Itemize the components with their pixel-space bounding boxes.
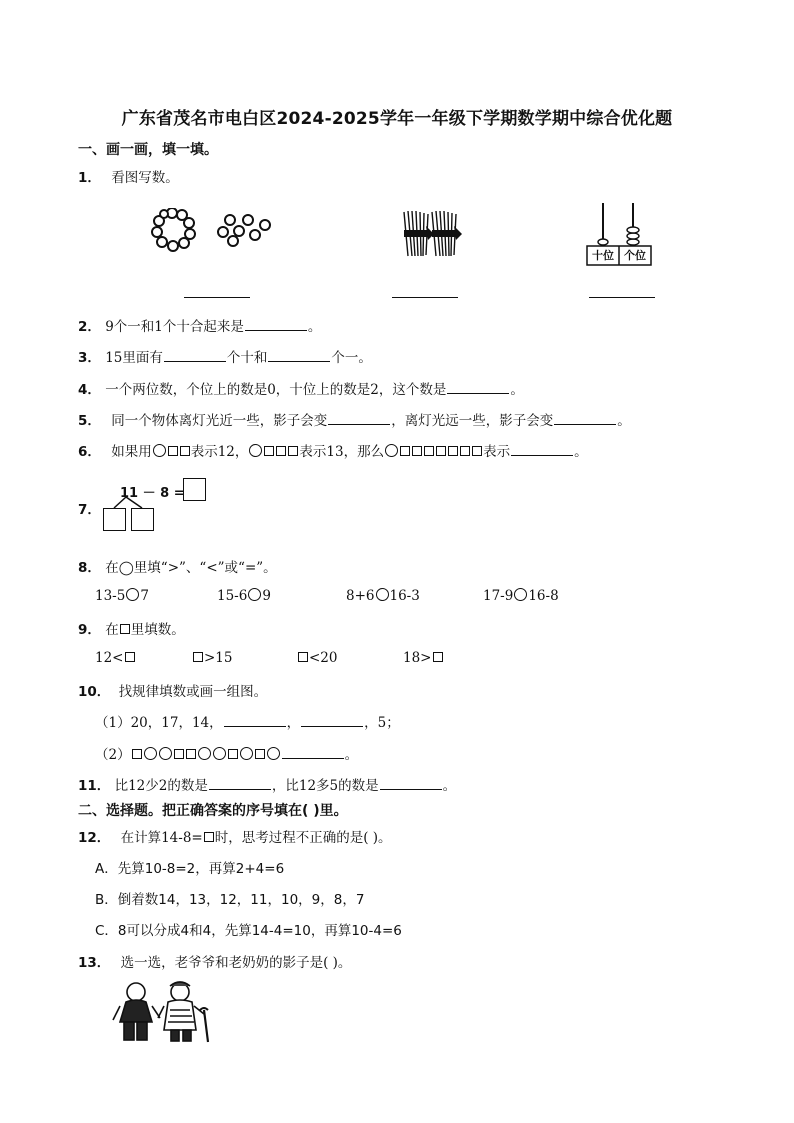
q6-text-a: 如果用 bbox=[111, 444, 152, 460]
q10-text: 找规律填数或画一组图。 bbox=[118, 684, 268, 700]
q3-text-b: 个十和 bbox=[226, 350, 268, 366]
q6-text-c: 表示13，那么 bbox=[299, 444, 385, 460]
q12-text-b: 时，思考过程不正确的是( )。 bbox=[214, 830, 392, 846]
q8-item-left: 13-5 bbox=[95, 588, 126, 604]
q2-end: 。 bbox=[307, 319, 322, 335]
q1-answer-line-2[interactable] bbox=[392, 297, 458, 298]
q9-item-1 bbox=[95, 650, 136, 666]
q7-split-box-right[interactable] bbox=[131, 508, 154, 531]
q8-item-left: 8+6 bbox=[346, 588, 375, 604]
q1-number: 1． bbox=[78, 170, 101, 186]
q10-number: 10． bbox=[78, 684, 111, 700]
square-icon bbox=[276, 446, 286, 456]
q8-text: 在◯里填“>”、“<”或“=”。 bbox=[105, 560, 277, 576]
q8-number: 8． bbox=[78, 560, 101, 576]
q4-text: 一个两位数，个位上的数是0，十位上的数是2，这个数是 bbox=[105, 382, 447, 398]
square-icon bbox=[174, 749, 184, 759]
square-icon bbox=[180, 446, 190, 456]
q10-p1-end: ，5； bbox=[364, 715, 400, 731]
q6-end: 。 bbox=[574, 444, 588, 460]
section-1-heading: 一、画一画，填一填。 bbox=[78, 142, 218, 158]
q7-number bbox=[78, 498, 101, 518]
square-icon bbox=[204, 832, 214, 842]
q8-item-left: 17-9 bbox=[483, 588, 514, 604]
q13-number: 13． bbox=[78, 955, 111, 971]
q5-text-a: 同一个物体离灯光近一些，影子会变 bbox=[111, 413, 328, 429]
q3-blank-ones[interactable] bbox=[268, 347, 330, 362]
square-icon bbox=[186, 749, 196, 759]
question-9 bbox=[78, 618, 185, 638]
q1-text: 看图写数。 bbox=[111, 170, 179, 186]
q8-item-left: 15-6 bbox=[217, 588, 248, 604]
answer-square[interactable] bbox=[298, 652, 308, 662]
question-2 bbox=[78, 315, 321, 335]
q7-answer-box[interactable] bbox=[183, 478, 206, 501]
q9-number: 9． bbox=[78, 622, 101, 638]
q10-p2-label: （2） bbox=[95, 747, 131, 763]
square-icon bbox=[412, 446, 422, 456]
square-icon bbox=[132, 749, 142, 759]
q12-option-a[interactable]: A．先算10-8=2，再算2+4=6 bbox=[95, 861, 285, 877]
q5-blank-2[interactable] bbox=[554, 410, 616, 425]
q6-blank[interactable] bbox=[511, 441, 573, 456]
question-6 bbox=[78, 440, 588, 460]
q13-text: 选一选，老爷爷和老奶奶的影子是( )。 bbox=[120, 955, 352, 971]
circle-icon bbox=[385, 444, 398, 457]
q1-answer-line-3[interactable] bbox=[589, 297, 655, 298]
q10-part-2 bbox=[95, 743, 358, 763]
q9-item-left: 12< bbox=[95, 650, 124, 666]
q10-p1-sequence: 20，17，14， bbox=[130, 715, 223, 731]
question-12 bbox=[78, 826, 392, 846]
q5-text-c: 。 bbox=[617, 413, 631, 429]
compare-circle[interactable] bbox=[514, 588, 527, 601]
square-icon bbox=[168, 446, 178, 456]
q1-answer-line-1[interactable] bbox=[184, 297, 250, 298]
q11-text-c: 。 bbox=[442, 778, 457, 794]
question-8 bbox=[78, 556, 277, 576]
square-icon bbox=[255, 749, 265, 759]
section-2-heading: 二、选择题。把正确答案的序号填在( )里。 bbox=[78, 803, 348, 819]
abacus-ones-label: 个位 bbox=[624, 249, 646, 262]
q8-item-right: 16-8 bbox=[528, 588, 559, 604]
circle-icon bbox=[249, 444, 262, 457]
q6-text-b: 表示12， bbox=[190, 444, 249, 460]
square-icon bbox=[228, 749, 238, 759]
q9-item-4 bbox=[403, 650, 444, 666]
circle-icon bbox=[213, 747, 226, 760]
q3-text-c: 个一。 bbox=[331, 350, 372, 366]
circle-icon bbox=[240, 747, 253, 760]
circle-icon bbox=[267, 747, 280, 760]
q9-item-left: 18> bbox=[403, 650, 432, 666]
q11-number: 11． bbox=[78, 778, 111, 794]
q9-item-2 bbox=[192, 650, 233, 666]
q10-p1-separator: ， bbox=[286, 715, 301, 731]
q5-number: 5． bbox=[78, 413, 101, 429]
circle-icon bbox=[153, 444, 166, 457]
question-1 bbox=[78, 166, 179, 186]
compare-circle[interactable] bbox=[376, 588, 389, 601]
compare-circle[interactable] bbox=[126, 588, 139, 601]
q3-number: 3． bbox=[78, 350, 101, 366]
abacus-tens-label: 十位 bbox=[592, 249, 614, 262]
q2-number: 2． bbox=[78, 319, 101, 335]
q8-item-1 bbox=[95, 588, 149, 604]
q10-p2-end: 。 bbox=[344, 747, 359, 763]
q11-text-a: 比12少2的数是 bbox=[114, 778, 208, 794]
q9-text-pre: 在 bbox=[105, 622, 119, 638]
answer-square[interactable] bbox=[193, 652, 203, 662]
q5-text-b: ，离灯光远一些，影子会变 bbox=[391, 413, 554, 429]
question-5 bbox=[78, 409, 631, 429]
q4-blank[interactable] bbox=[447, 379, 509, 394]
q7-number-text: 7． bbox=[78, 502, 101, 518]
q3-text-a: 15里面有 bbox=[105, 350, 163, 366]
q9-item-3 bbox=[297, 650, 338, 666]
question-11 bbox=[78, 774, 456, 794]
q11-text-b: ，比12多5的数是 bbox=[271, 778, 379, 794]
q5-blank-1[interactable] bbox=[328, 410, 390, 425]
page-title: 广东省茂名市电白区2024-2025学年一年级下学期数学期中综合优化题 bbox=[121, 109, 673, 129]
square-icon bbox=[288, 446, 298, 456]
q2-blank[interactable] bbox=[245, 316, 307, 331]
square-icon bbox=[264, 446, 274, 456]
q9-text-post: 里填数。 bbox=[130, 622, 185, 638]
q10-p1-blank-1[interactable] bbox=[224, 712, 286, 727]
q8-item-right: 7 bbox=[140, 588, 149, 604]
square-icon bbox=[436, 446, 446, 456]
square-icon bbox=[448, 446, 458, 456]
q9-item-right: >15 bbox=[204, 650, 233, 666]
q4-number: 4． bbox=[78, 382, 101, 398]
circle-icon bbox=[144, 747, 157, 760]
q7-expression: 11 － 8 = bbox=[120, 486, 185, 501]
q12-option-b[interactable]: B．倒着数14，13，12，11，10，9，8，7 bbox=[95, 892, 365, 908]
question-3 bbox=[78, 346, 372, 366]
answer-square[interactable] bbox=[125, 652, 135, 662]
square-icon bbox=[400, 446, 410, 456]
square-icon bbox=[460, 446, 470, 456]
q6-number: 6． bbox=[78, 444, 101, 460]
q9-item-right: <20 bbox=[309, 650, 338, 666]
compare-circle[interactable] bbox=[248, 588, 261, 601]
q10-p2-blank[interactable] bbox=[282, 744, 344, 759]
q7-split-box-left[interactable] bbox=[103, 508, 126, 531]
square-icon bbox=[424, 446, 434, 456]
q12-option-c[interactable]: C．8可以分成4和4，先算14-4=10，再算10-4=6 bbox=[95, 923, 402, 939]
q1-stick-bundles-image bbox=[398, 208, 464, 260]
q1-beads-image bbox=[150, 208, 280, 254]
circle-icon bbox=[198, 747, 211, 760]
q10-part-1 bbox=[95, 711, 400, 731]
q12-text-a: 在计算14-8= bbox=[120, 830, 203, 846]
q8-item-right: 16-3 bbox=[389, 588, 420, 604]
answer-square[interactable] bbox=[433, 652, 443, 662]
q11-blank-1[interactable] bbox=[209, 775, 271, 790]
question-4 bbox=[78, 378, 524, 398]
q12-number: 12． bbox=[78, 830, 111, 846]
q8-item-right: 9 bbox=[262, 588, 271, 604]
question-13 bbox=[78, 951, 351, 971]
q4-end: 。 bbox=[510, 382, 524, 398]
q2-text: 9个一和1个十合起来是 bbox=[105, 319, 244, 335]
q8-item-2 bbox=[217, 588, 271, 604]
q8-item-3 bbox=[346, 588, 420, 604]
q11-blank-2[interactable] bbox=[380, 775, 442, 790]
q13-elderly-couple-image bbox=[108, 980, 218, 1044]
q10-p1-blank-2[interactable] bbox=[301, 712, 363, 727]
q10-p1-label: （1） bbox=[95, 715, 131, 731]
q3-blank-tens[interactable] bbox=[164, 347, 226, 362]
question-10 bbox=[78, 680, 267, 700]
q6-text-d: 表示 bbox=[483, 444, 511, 460]
square-icon bbox=[472, 446, 482, 456]
circle-icon bbox=[159, 747, 172, 760]
q8-item-4 bbox=[483, 588, 559, 604]
square-icon bbox=[120, 624, 130, 634]
